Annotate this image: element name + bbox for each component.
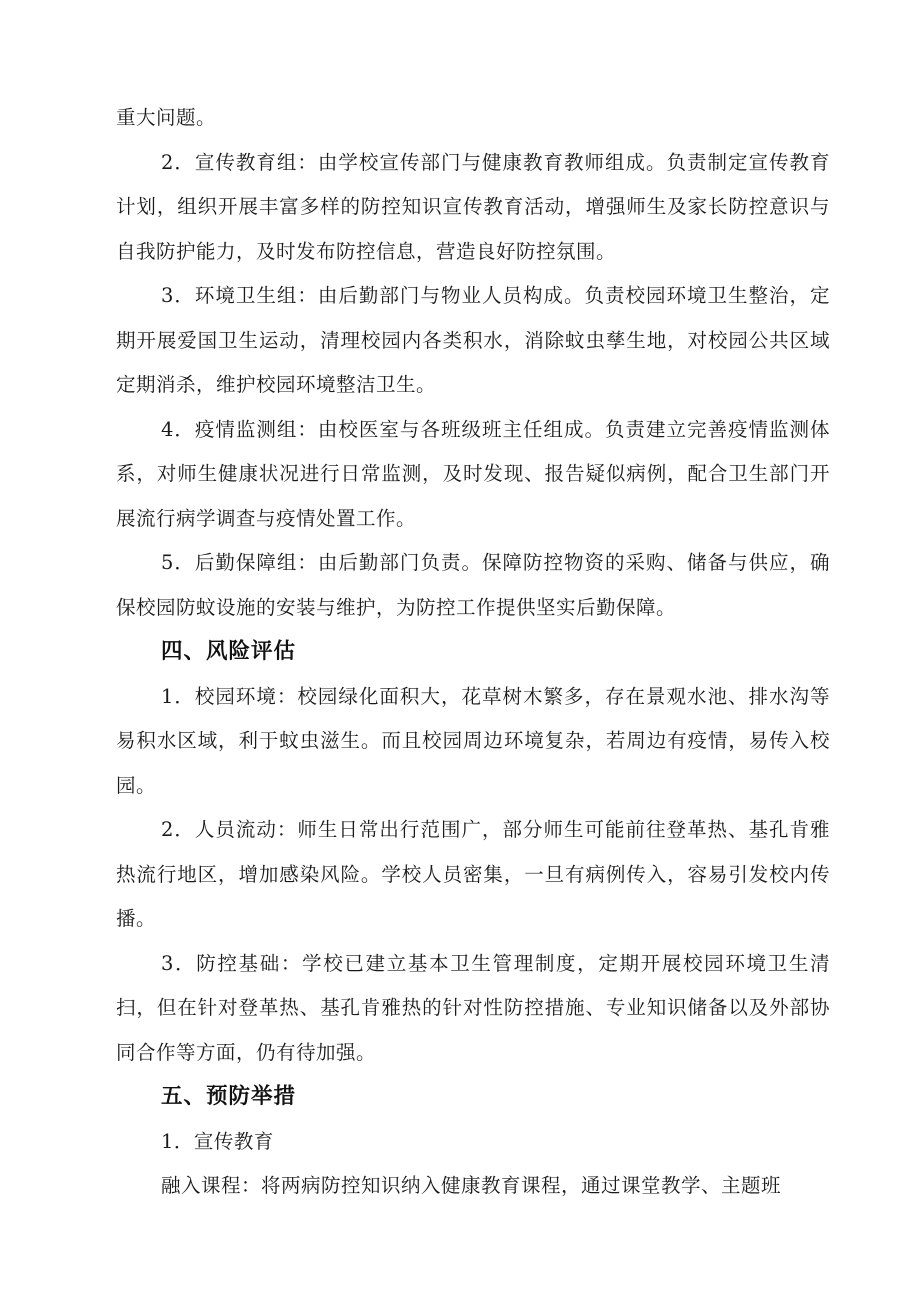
paragraph-continuation: 重大问题。 xyxy=(116,106,217,129)
paragraph-personnel-flow: 2．人员流动：师生日常出行范围广，部分师生可能前往登革热、基孔肯雅热流行地区，增加感染风险。学校人员密集，一旦有病例传入，容易引发校内传播。 xyxy=(116,818,830,930)
paragraph-publicity-education: 1．宣传教育 xyxy=(161,1129,274,1153)
paragraph-curriculum: 融入课程：将两病防控知识纳入健康教育课程，通过课堂教学、主题班 xyxy=(161,1174,782,1197)
document-body xyxy=(116,96,830,1209)
paragraph-campus-environment: 1．校园环境：校园绿化面积大，花草树木繁多，存在景观水池、排水沟等易积水区域，利于蚊虫滋生。而且校园周边环境复杂，若周边有疫情，易传入校园。 xyxy=(116,684,830,797)
section-heading-risk-assessment: 四、风险评估 xyxy=(161,639,297,664)
paragraph-environment-group: 3．环境卫生组：由后勤部门与物业人员构成。负责校园环境卫生整治，定期开展爱国卫生运动，清理校园内各类积水，消除蚊虫孳生地，对校园公共区域定期消杀，维护校园环境整洁卫生。 xyxy=(116,284,830,396)
paragraph-publicity-group: 2．宣传教育组：由学校宣传部门与健康教育教师组成。负责制定宣传教育计划，组织开展丰富多样的防控知识宣传教育活动，增强师生及家长防控意识与自我防护能力，及时发布防控信息，营造良好防控氛围。 xyxy=(116,150,830,263)
paragraph-prevention-basis: 3．防控基础：学校已建立基本卫生管理制度，定期开展校园环境卫生清扫，但在针对登革热、基孔肯雅热的针对性防控措施、专业知识储备以及外部协同合作等方面，仍有待加强。 xyxy=(116,951,830,1064)
section-heading-prevention-measures: 五、预防举措 xyxy=(161,1084,297,1109)
paragraph-logistics-group: 5．后勤保障组：由后勤部门负责。保障防控物资的采购、储备与供应，确保校园防蚊设施的安装与维护，为防控工作提供坚实后勤保障。 xyxy=(116,551,830,619)
paragraph-monitoring-group: 4．疫情监测组：由校医室与各班级班主任组成。负责建立完善疫情监测体系，对师生健康状况进行日常监测，及时发现、报告疑似病例，配合卫生部门开展流行病学调查与疫情处置工作。 xyxy=(116,417,830,530)
